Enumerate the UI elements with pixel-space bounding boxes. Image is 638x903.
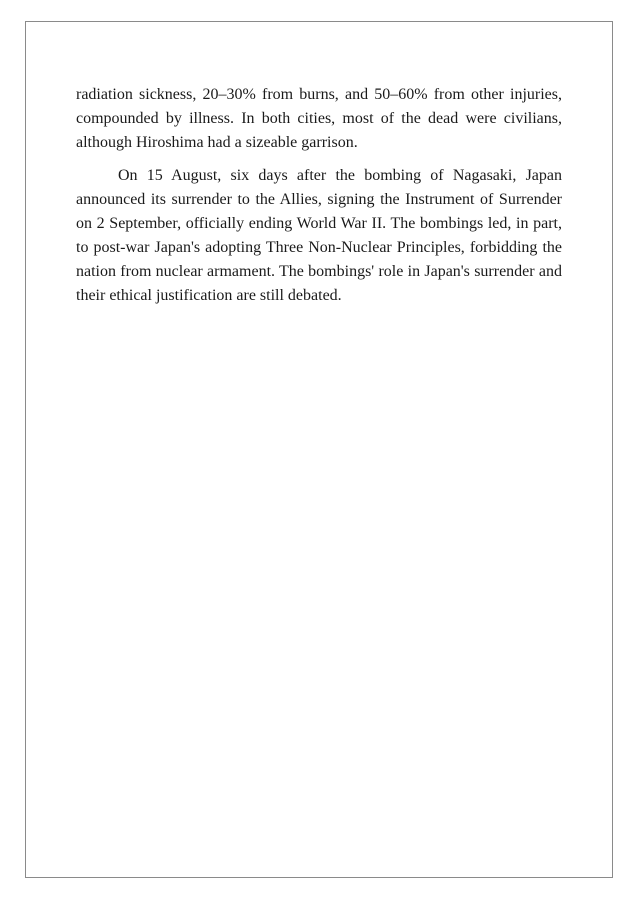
paragraph-casualties: radiation sickness, 20–30% from burns, and 50–60% from other injuries, compounded by illness. In both cities, most of the dead were civilians, although Hiroshima had a sizeable garrison. (76, 86, 562, 151)
document-page (25, 21, 613, 878)
paragraph-surrender: On 15 August, six days after the bombing of Nagasaki, Japan announced its surrender to the Allies, signing the Instrument of Surrender on 2 September, officially ending World War II. The bombings led, in part, to post-war Japan's adopting Three Non-Nuclear Principles, forbidding the nation from nuclear armament. The bombings' role in Japan's surrender and their ethical justification are still debated. (76, 167, 562, 304)
page-content (76, 83, 562, 308)
